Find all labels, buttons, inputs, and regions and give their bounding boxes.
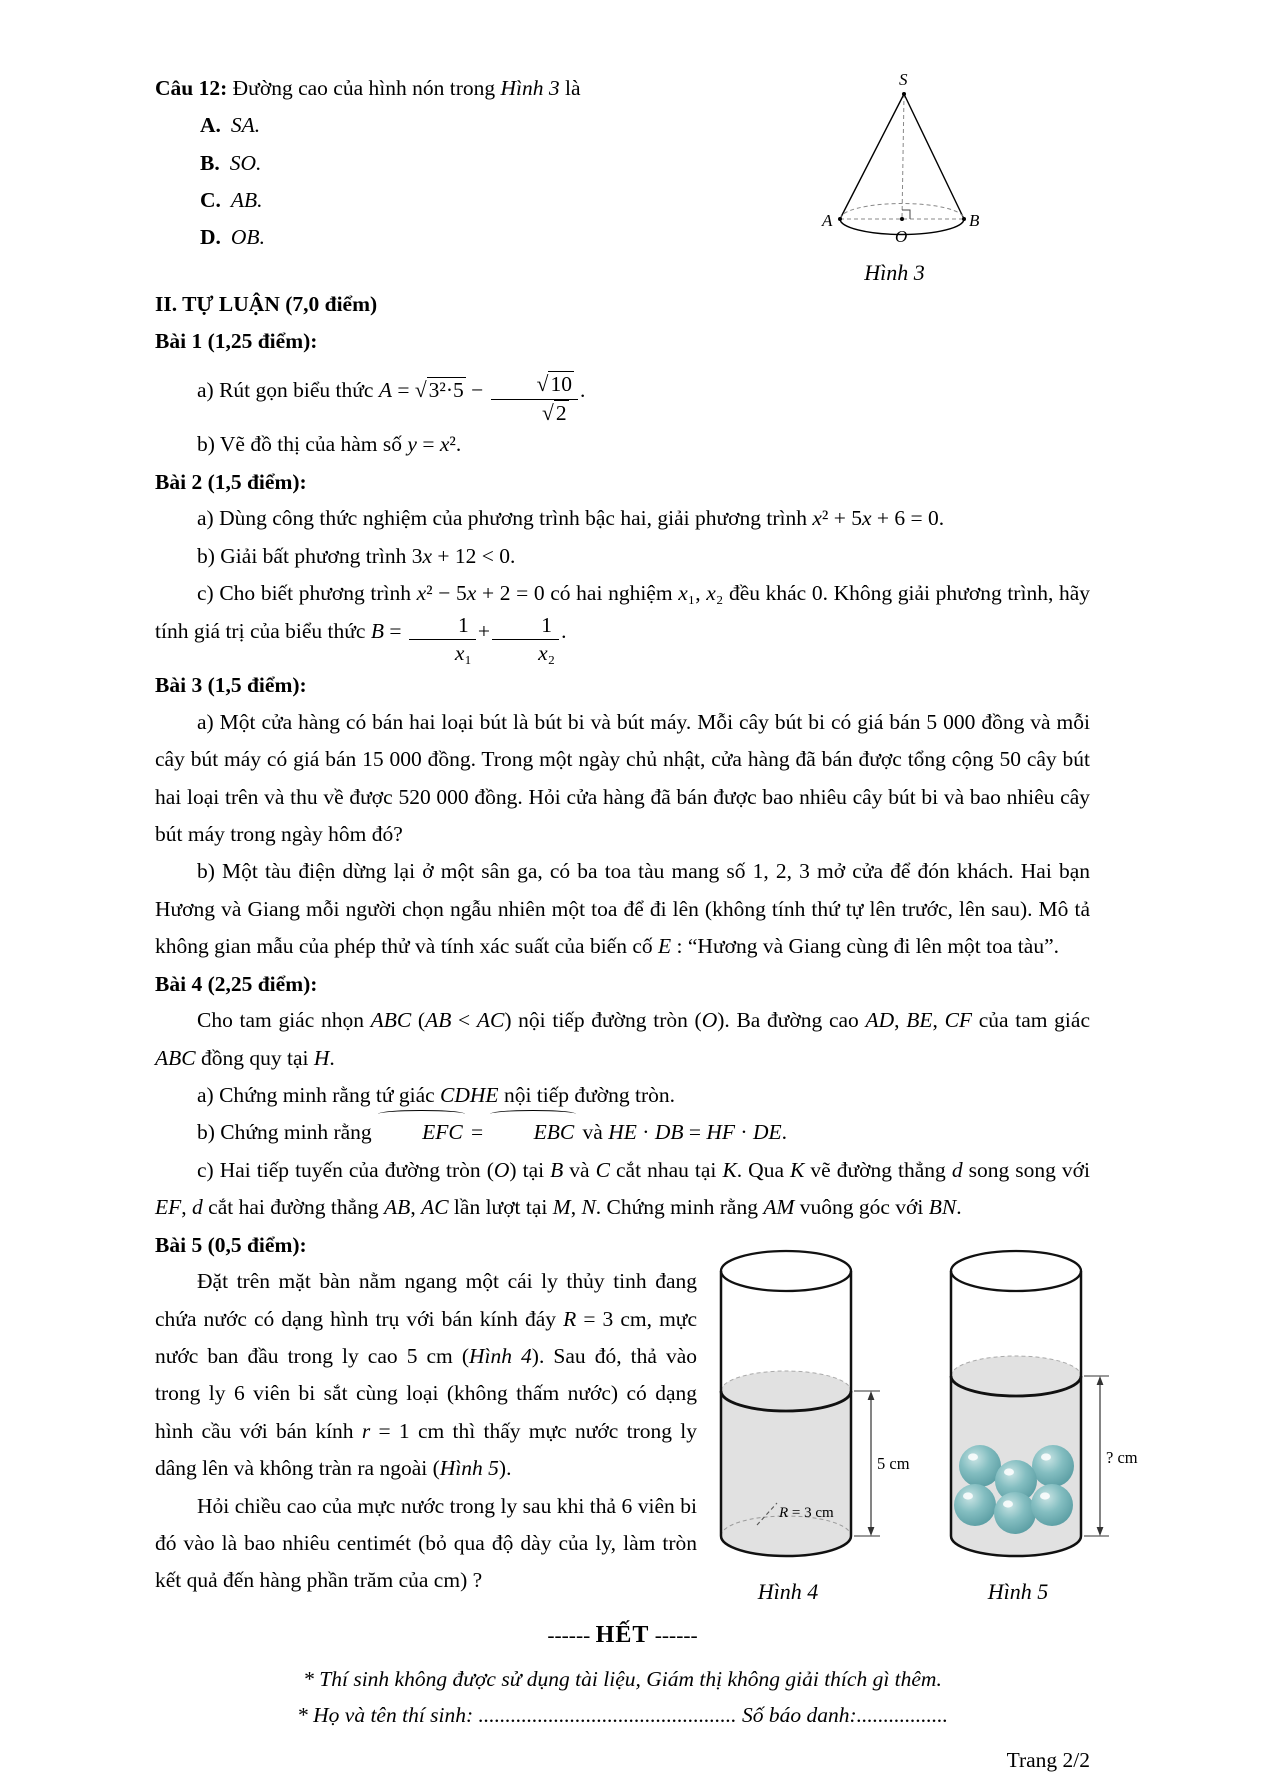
cone-drawing	[807, 70, 982, 252]
end-dashes-left: ------	[547, 1622, 596, 1647]
cone-label-o: O	[895, 227, 908, 246]
cylinder-figure-5	[943, 1241, 1145, 1605]
radicand: 2	[555, 400, 567, 425]
bai4-b-prefix: b) Chứng minh rằng	[197, 1120, 378, 1145]
angle-arc-efc: EFC	[377, 1114, 466, 1151]
radicand: 10	[550, 371, 572, 396]
bai4-b-rest: và HE · DB = HF · DE.	[577, 1120, 788, 1145]
question-12-after: là	[559, 76, 581, 100]
equals: =	[391, 378, 415, 403]
var-B: B	[370, 618, 384, 643]
bai4-b	[155, 1114, 1090, 1151]
height-dimension-label: ? cm	[1106, 1447, 1138, 1467]
bai2-a: a) Dùng công thức nghiệm của phương trình bậc hai, giải phương trình x² + 5x + 6 = 0.	[197, 506, 945, 531]
radius-label: R = 3 cm	[779, 1504, 834, 1521]
bai4-c: c) Hai tiếp tuyến của đường tròn (O) tại B và C cắt nhau tại K. Qua K vẽ đường thẳng d song song với EF, d cắt hai đường thẳng AB, AC lần lượt tại M, N. Chứng minh rằng AM vuông góc với BN.	[155, 1157, 1091, 1220]
bai1-a	[155, 359, 1090, 426]
bai4-a: a) Chứng minh rằng tứ giác CDHE nội tiếp đường tròn.	[197, 1082, 676, 1107]
option-d	[200, 219, 807, 256]
cylinder-figure-4	[713, 1241, 927, 1605]
bai2-title: Bài 2 (1,5 điểm):	[155, 469, 307, 494]
fraction: $\frac{1}{\text{x₁}}$	[409, 613, 476, 668]
bai5-title: Bài 5 (0,5 điểm):	[155, 1232, 307, 1257]
question-12-stem	[155, 70, 807, 107]
footer-note-2	[155, 1698, 1090, 1733]
cone-figure-caption: Hình 3	[864, 260, 925, 285]
question-12-label: Câu 12:	[155, 76, 228, 100]
bai5-p1: Đặt trên mặt bàn nằm ngang một cái ly thủy tinh đang chứa nước có dạng hình trụ với bán kính đáy R = 3 cm, mực nước ban đầu trong ly cao 5 cm (Hình 4). Sau đó, thả vào trong ly 6 viên bi sắt cùng loại (không thấm nước) có dạng hình cầu với bán kính r = 1 cm thì thấy mực nước trong ly dâng lên và không tràn ra ngoài (Hình 5).	[155, 1269, 698, 1481]
radicand: 3²·5	[428, 378, 464, 403]
sqrt-symbol: √	[414, 378, 427, 403]
figure-4-caption: Hình 4	[757, 1578, 819, 1604]
figure-5-caption: Hình 5	[987, 1578, 1049, 1604]
option-a	[200, 107, 807, 144]
cylinder-4-drawing	[713, 1241, 927, 1571]
option-c-letter: C.	[200, 187, 221, 212]
bai5-block	[155, 1227, 1138, 1605]
candidate-name-line: * Họ và tên thí sinh: ................................................	[297, 1702, 742, 1727]
question-12-text	[155, 70, 807, 256]
section-2-title: II. TỰ LUẬN (7,0 điểm)	[155, 292, 378, 316]
period: .	[561, 618, 567, 643]
bai2-c-text: c) Cho biết phương trình x² − 5x + 2 = 0 có hai nghiệm x₁, x₂ đều khác 0. Không giải phương trình, hãy tính giá trị của biểu thức	[155, 581, 1090, 643]
bai2-c	[155, 575, 1090, 667]
bai1-a-prefix: a) Rút gọn biểu thức	[197, 378, 379, 403]
bai4-intro: Cho tam giác nhọn ABC (AB < AC) nội tiếp đường tròn (O). Ba đường cao AD, BE, CF của tam giác ABC đồng quy tại H.	[155, 1008, 1090, 1070]
equals: =	[383, 618, 407, 643]
plus: +	[477, 618, 491, 643]
sqrt-symbol: √	[536, 371, 549, 396]
cone-label-s: S	[899, 70, 908, 89]
fraction	[491, 372, 578, 427]
question-12-options	[200, 107, 807, 256]
bai2-c-formula	[370, 612, 567, 666]
option-d-value: OB.	[230, 224, 265, 249]
end-word: HẾT	[595, 1621, 650, 1648]
bai1-b: b) Vẽ đồ thị của hàm số y = x².	[197, 432, 462, 457]
sqrt-symbol: √	[542, 400, 554, 425]
angle-arc-ebc: EBC	[489, 1114, 578, 1151]
bai2-b: b) Giải bất phương trình 3x + 12 < 0.	[197, 543, 516, 568]
option-c	[200, 182, 807, 219]
question-12-before: Đường cao của hình nón trong	[227, 76, 501, 100]
bai3-a: a) Một cửa hàng có bán hai loại bút là bút bi và bút máy. Mỗi cây bút bi có giá bán 5 000 đồng và mỗi cây bút máy có giá bán 15 000 đồng. Trong một ngày chủ nhật, cửa hàng đã bán được tổng cộng 50 cây bút hai loại trên và thu về được 520 000 đồng. Hỏi cửa hàng đã bán được bao nhiêu cây bút bi và bao nhiêu cây bút máy trong ngày hôm đó?	[155, 709, 1090, 846]
bai5-p2: Hỏi chiều cao của mực nước trong ly sau khi thả 6 viên bi đó vào là bao nhiêu centimét (bỏ qua độ dày của ly, làm tròn kết quả đến hàng phần trăm của cm) ?	[155, 1493, 697, 1593]
end-dashes-right: ------	[649, 1622, 698, 1647]
fraction: $\frac{1}{\text{x₂}}$	[492, 613, 559, 668]
option-b-value: SO.	[229, 150, 262, 175]
option-a-letter: A.	[200, 113, 221, 138]
page-number: Trang 2/2	[1006, 1748, 1090, 1773]
option-b-letter: B.	[200, 150, 220, 175]
minus: −	[465, 378, 489, 403]
cone-label-a: A	[822, 211, 833, 230]
bai3-b: b) Một tàu điện dừng lại ở một sân ga, có ba toa tàu mang số 1, 2, 3 mở cửa để đón khách. Hai bạn Hương và Giang mỗi người chọn ngẫu nhiên một toa để đi lên (không tính thứ tự lên trước, lên sau). Mô tả không gian mẫu của phép thử và tính xác suất của biến cố E : “Hương và Giang cùng đi lên một toa tàu”.	[155, 859, 1090, 959]
end-marker	[155, 1615, 1090, 1657]
footer-notes	[155, 1662, 1090, 1733]
cylinder-5-drawing	[943, 1241, 1145, 1571]
period: .	[579, 378, 586, 403]
candidate-number-line: Số báo danh:.................	[741, 1702, 948, 1727]
bai5-text-column	[155, 1227, 697, 1605]
option-c-value: AB.	[230, 187, 263, 212]
option-b	[200, 145, 807, 182]
bai4-title: Bài 4 (2,25 điểm):	[155, 971, 318, 996]
var-A: A	[378, 378, 392, 403]
bai5-figures	[713, 1241, 1145, 1605]
height-dimension-label: 5 cm	[877, 1453, 910, 1473]
option-a-value: SA.	[230, 113, 261, 138]
question-12-block	[155, 70, 1090, 286]
cone-label-b: B	[969, 211, 980, 230]
bai1-title: Bài 1 (1,25 điểm):	[155, 328, 318, 353]
cone-figure	[807, 70, 982, 286]
option-d-letter: D.	[200, 224, 221, 249]
bai1-a-formula	[378, 371, 586, 425]
footer-note-1: * Thí sinh không được sử dụng tài liệu, Giám thị không giải thích gì thêm.	[303, 1667, 942, 1692]
bai3-title: Bài 3 (1,5 điểm):	[155, 673, 307, 698]
question-12-figref: Hình 3	[500, 76, 560, 100]
equals: =	[465, 1120, 489, 1145]
